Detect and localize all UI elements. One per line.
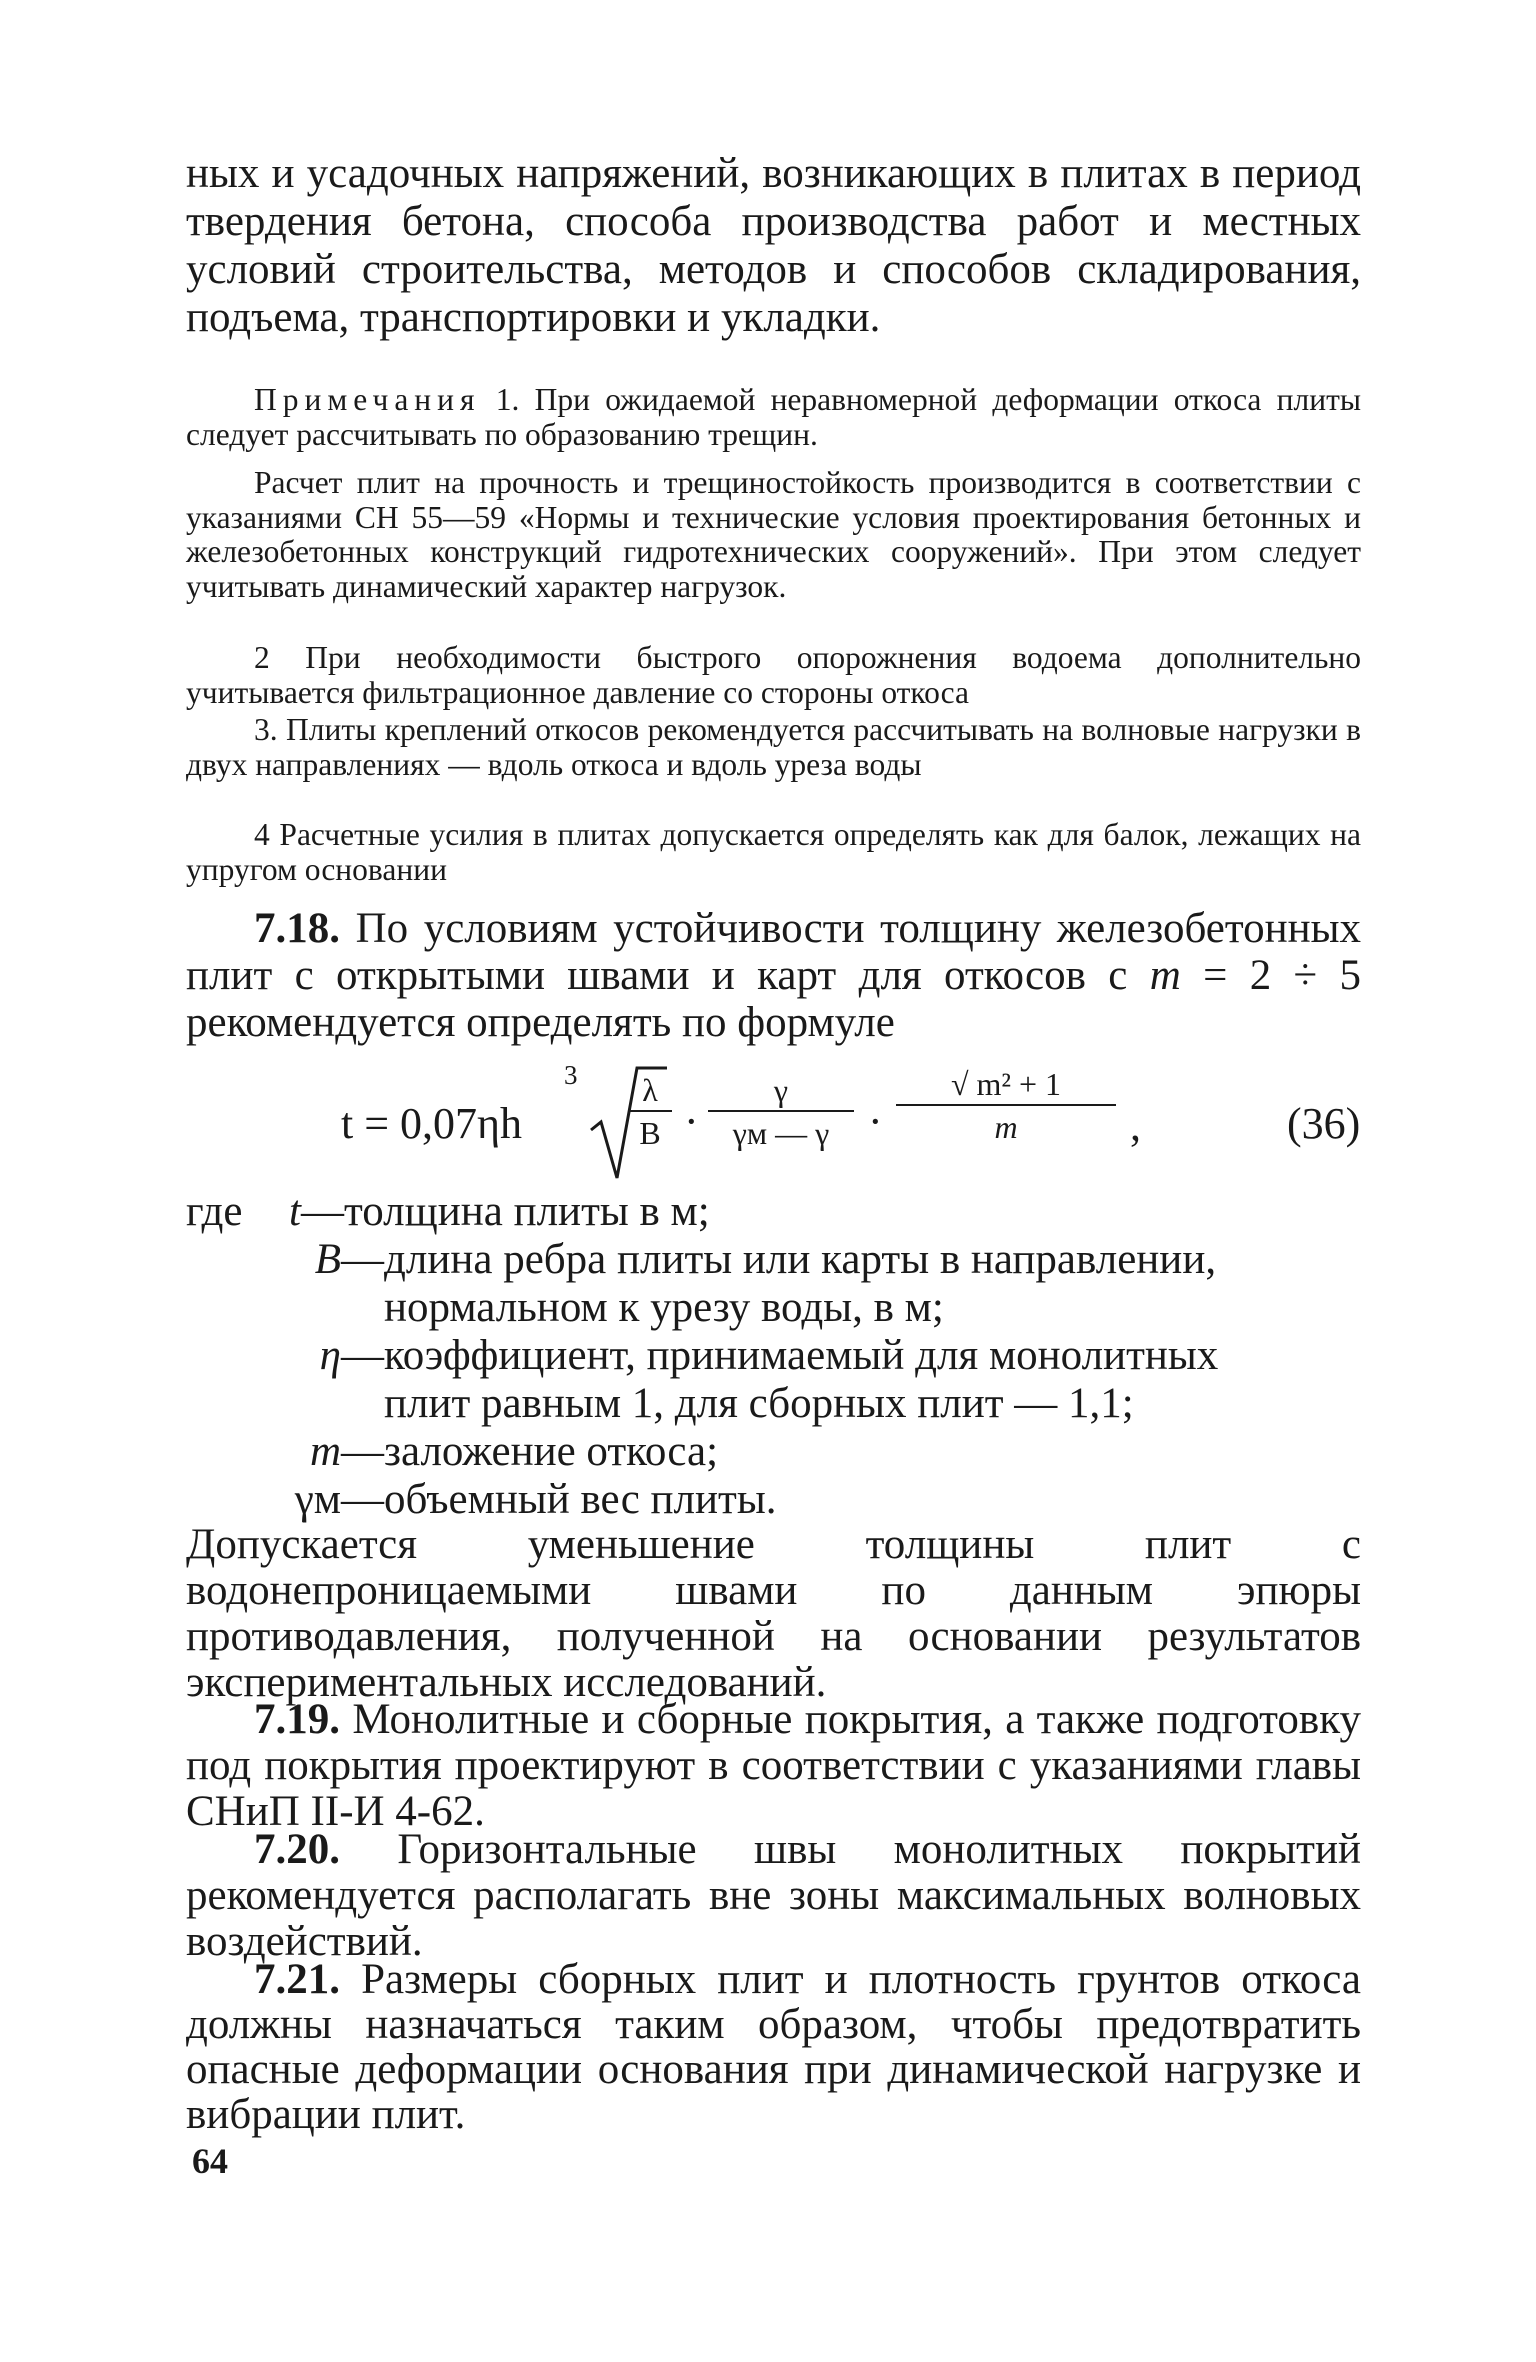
where-row-t (254, 1188, 710, 1236)
dash: — (341, 1236, 384, 1283)
symbol: η (319, 1332, 341, 1379)
fraction-denominator: B (639, 1115, 661, 1151)
multiply-dot: · (684, 1097, 699, 1146)
fraction-denominator: γм — γ (732, 1115, 830, 1151)
section-7-18 (186, 905, 1361, 1046)
section-number: 7.19. (254, 1696, 340, 1743)
section-number: 7.21. (254, 1956, 340, 2003)
section-text-b: = 2 ÷ 5 рекомендуется определять по формуле (186, 952, 1362, 1046)
section-7-19 (186, 1697, 1361, 1835)
symbol: t (289, 1188, 301, 1235)
multiply-dot: · (868, 1097, 883, 1146)
fraction-numerator: √ m² + 1 (950, 1066, 1062, 1102)
fraction-gamma (708, 1072, 854, 1152)
definition: объемный вес плиты. (384, 1476, 777, 1523)
formula-comma: , (1130, 1101, 1141, 1150)
section-7-20 (186, 1827, 1361, 1965)
fraction-sqrt-m (896, 1066, 1116, 1146)
formula-lhs: t = 0,07ηh (341, 1099, 523, 1148)
root-index: 3 (564, 1060, 578, 1090)
note-1-text: 1. При ожидаемой неравномерной деформации откоса плиты следует рассчитывать по образованию трещин. (186, 382, 1362, 452)
where-row-eta (254, 1332, 1218, 1380)
where-row-b (254, 1236, 1216, 1284)
definition: заложение откоса; (384, 1428, 719, 1475)
note-3: 3. Плиты креплений откосов рекомендуется рассчитывать на волновые нагрузки в двух направлениях — вдоль откоса и вдоль уреза воды (186, 712, 1361, 782)
symbol: B (314, 1236, 341, 1283)
note-1-continued: Расчет плит на прочность и трещиностойкость производится в соответствии с указаниями СН 55—59 «Нормы и технические условия проектирования бетонных и железобетонных конструкций гидротехнических сооружений». При этом следует учитывать динамический характер нагрузок. (186, 465, 1361, 604)
note-4: 4 Расчетные усилия в плитах допускается определять как для балок, лежащих на упругом основании (186, 817, 1361, 887)
dash: — (341, 1332, 384, 1379)
symbol: γм (294, 1476, 341, 1523)
page-number: 64 (192, 2141, 228, 2181)
section-text-a: По условиям устойчивости толщину железобетонных плит с открытыми швами и карт для откосов с (186, 905, 1361, 999)
equation-number: (36) (1287, 1099, 1361, 1148)
definition: коэффициент, принимаемый для монолитных (384, 1332, 1219, 1379)
definition: длина ребра плиты или карты в направлении, (384, 1236, 1217, 1283)
section-text: Монолитные и сборные покрытия, а также подготовку под покрытия проектируют в соответствии с указаниями главы СНиП II-И 4-62. (186, 1696, 1361, 1835)
where-row-gamma (254, 1476, 776, 1524)
section-text: Горизонтальные швы монолитных покрытий рекомендуется располагать вне зоны максимальных волновых воздействий. (186, 1826, 1361, 1965)
where-row-m (254, 1428, 718, 1476)
fraction-lambda-b (628, 1072, 672, 1152)
section-number: 7.20. (254, 1826, 340, 1873)
formula-36 (186, 1060, 1361, 1185)
section-number: 7.18. (254, 905, 340, 952)
section-text: Размеры сборных плит и плотность грунтов откоса должны назначаться таким образом, чтобы предотвратить опасные деформации основания при динамической нагрузке и вибрации плит. (186, 1956, 1361, 2138)
symbol: m (309, 1428, 341, 1475)
dash: — (341, 1476, 384, 1523)
fraction-denominator: m (994, 1109, 1018, 1145)
after-where-paragraph: Допускается уменьшение толщины плит с водонепроницаемыми швами по данным эпюры противодавления, полученной на основании результатов экспериментальных исследований. (186, 1521, 1361, 1706)
section-7-21 (186, 1957, 1361, 2137)
where-row-b-cont: нормальном к урезу воды, в м; (384, 1284, 944, 1331)
note-1 (186, 383, 1361, 452)
where-row-eta-cont: плит равным 1, для сборных плит — 1,1; (384, 1380, 1134, 1427)
fraction-numerator: γ (773, 1072, 789, 1108)
dash: — (301, 1188, 344, 1235)
where-label: где (186, 1188, 243, 1235)
variable-m: m (1149, 952, 1181, 999)
dash: — (341, 1428, 384, 1475)
note-2: 2 При необходимости быстрого опорожнения водоема дополнительно учитывается фильтрационное давление со стороны откоса (186, 640, 1361, 710)
definition: толщина плиты в м; (344, 1188, 710, 1235)
top-paragraph: ных и усадочных напряжений, возникающих в плитах в период твердения бетона, способа производства работ и местных условий строительства, методов и способов складирования, подъема, транспортировки и укладки. (186, 150, 1361, 341)
notes-heading: Примечания (254, 382, 481, 417)
fraction-numerator: λ (642, 1072, 658, 1108)
